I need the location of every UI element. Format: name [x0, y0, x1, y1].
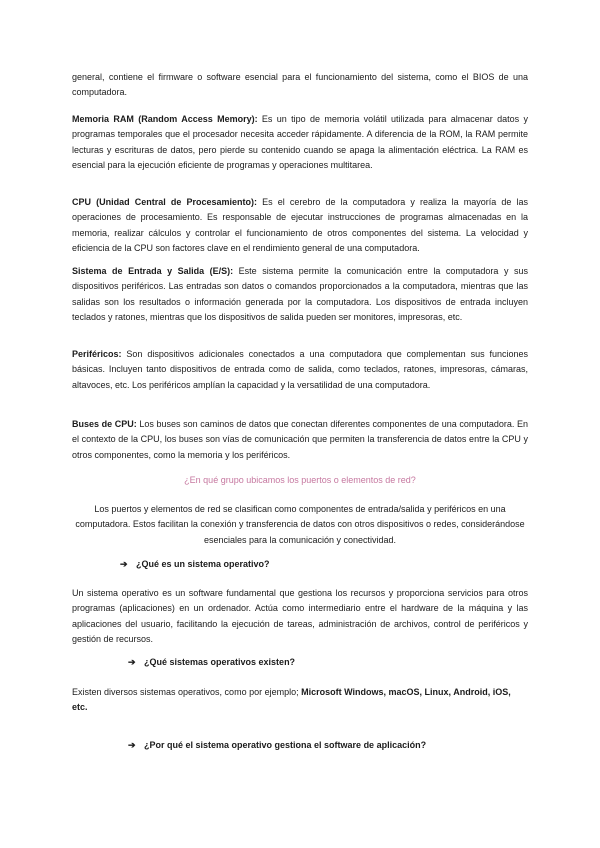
cpu-term: CPU (Unidad Central de Procesamiento): [72, 197, 257, 207]
peripherals-term: Periféricos: [72, 349, 122, 359]
question-which-os [128, 655, 295, 670]
os-examples-list: Microsoft Windows, macOS, Linux, Android, iOS, etc. [72, 687, 511, 713]
arrow-right-icon: ➔ [120, 559, 128, 569]
io-paragraph [72, 264, 528, 326]
intro-paragraph: general, contiene el firmware o software esencial para el funcionamiento del sistema, como el BIOS de una computadora. [72, 72, 528, 98]
ram-term: Memoria RAM (Random Access Memory): [72, 114, 258, 124]
question-which-os-label: ¿Qué sistemas operativos existen? [144, 657, 296, 667]
io-text: Este sistema permite la comunicación entre la computadora y sus dispositivos periféricos. Las entradas son datos o comandos proporcionados a la computadora, mientras que las salidas son los resultados o información generada por la computadora. Los dispositivos de entrada incluyen teclados y ratones, mientras que los dispositivos de salida pueden ser monitores, impresoras, etc. [72, 266, 528, 323]
ram-paragraph [72, 112, 528, 174]
cpu-paragraph [72, 195, 528, 257]
os-examples-prefix: Existen diversos sistemas operativos, como por ejemplo; [72, 687, 302, 697]
os-examples-paragraph [72, 685, 528, 716]
os-definition-paragraph: Un sistema operativo es un software fundamental que gestiona los recursos y proporciona servicios para otros programas (aplicaciones) en un ordenador. Actúa como intermediario entre el hardware de la máquina y las aplicaciones del usuario, facilitando la ejecución de tareas, administración de archivos, control de periféricos y gestión de recursos. [72, 588, 528, 645]
question-why-os-manages [128, 738, 426, 753]
io-term: Sistema de Entrada y Salida (E/S): [72, 266, 234, 276]
question-what-is-os [120, 557, 270, 572]
network-question: ¿En qué grupo ubicamos los puertos o elementos de red? [184, 475, 416, 485]
arrow-right-icon: ➔ [128, 740, 136, 750]
question-why-os-manages-label: ¿Por qué el sistema operativo gestiona el software de aplicación? [144, 740, 427, 750]
buses-text: Los buses son caminos de datos que conectan diferentes componentes de una computadora. En el contexto de la CPU, los buses son vías de comunicación que permiten la transferencia de datos entre la CPU y otros componentes, como la memoria y los periféricos. [72, 419, 528, 460]
network-answer: Los puertos y elementos de red se clasifican como componentes de entrada/salida y periféricos en una computadora. Estos facilitan la conexión y transferencia de datos con otros dispositivos o redes, considerándose esenciales para la comunicación y conectividad. [75, 504, 525, 545]
peripherals-text: Son dispositivos adicionales conectados a una computadora que complementan sus funciones básicas. Incluyen tanto dispositivos de entrada como de salida, como teclados, ratones, impresoras, cámaras, altavoces, etc. Los periféricos amplían la capacidad y la versatilidad de una computadora. [72, 349, 528, 390]
buses-term: Buses de CPU: [72, 419, 137, 429]
ram-text: Es un tipo de memoria volátil utilizada para almacenar datos y programas temporales que el procesador necesita acceder rápidamente. A diferencia de la ROM, la RAM permite lecturas y escrituras de datos, pero pierde su contenido cuando se apaga la alimentación eléctrica. La RAM es esencial para la ejecución eficiente de programas y operaciones multitarea. [72, 114, 528, 171]
buses-paragraph [72, 417, 528, 463]
question-what-is-os-label: ¿Qué es un sistema operativo? [136, 559, 270, 569]
peripherals-paragraph [72, 347, 528, 393]
cpu-text: Es el cerebro de la computadora y realiza la mayoría de las operaciones de procesamiento. Es responsable de ejecutar instrucciones de programas almacenadas en la memoria, realizar cálculos y controlar el funcionamiento de otros componentes del sistema. La velocidad y eficiencia de la CPU son factores clave en el rendimiento general de una computadora. [72, 197, 529, 254]
arrow-right-icon: ➔ [128, 657, 136, 667]
